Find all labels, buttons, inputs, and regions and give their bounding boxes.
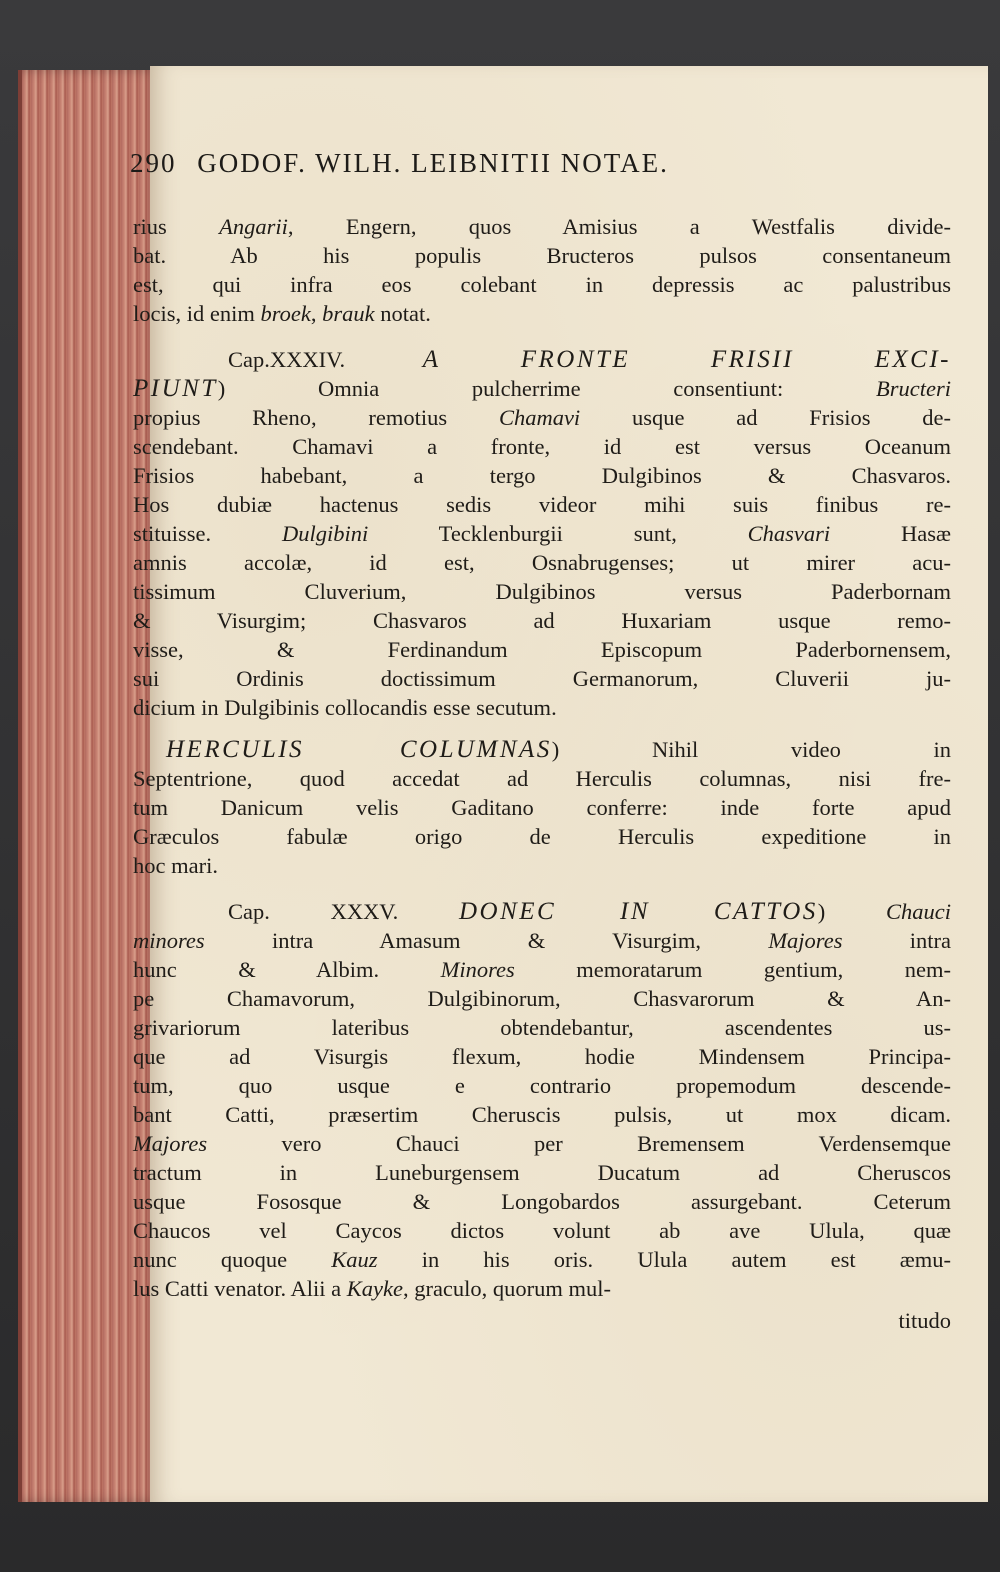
text-run: Chaucos vel Caycos dictos volunt ab ave Ulula, quæ [133,1218,951,1243]
text-run: nunc quoque [133,1247,332,1272]
text-line [133,1100,951,1129]
text-line [133,1013,951,1042]
text-line [133,822,951,851]
text-run: sui Ordinis doctissimum Germanorum, Cluverii ju- [133,666,951,691]
paragraph-3 [133,735,951,880]
text-line [133,1042,951,1071]
text-run: grivariorum lateribus obtendebantur, ascendentes us- [133,1015,951,1040]
text-run: intra [842,928,952,953]
text-run: rius [133,214,220,239]
text-run: Bructeri [876,376,951,401]
text-run: tum Danicum velis Gaditano conferre: inde forte apud [133,795,951,820]
text-line [133,548,951,577]
paragraph-2 [133,345,951,722]
text-line [133,299,951,328]
text-run: tum, quo usque e contrario propemodum descende- [133,1073,951,1098]
text-run: , Engern, quos Amisius a Westfalis divide- [287,214,951,239]
text-run: amnis accolæ, id est, Osnabrugenses; ut mirer acu- [133,550,951,575]
text-line [133,955,951,984]
text-line [133,403,951,432]
text-line [133,270,951,299]
text-line [133,664,951,693]
text-run: A FRONTE FRISII EXCI- [422,346,951,373]
text-run: Hos dubiæ hactenus sedis videor mihi suis finibus re- [133,492,951,517]
text-run: scendebant. Chamavi a fronte, id est versus Oceanum [133,434,951,459]
text-run: broek [260,301,311,326]
text-run: dicium in Dulgibinis collocandis esse secutum. [133,695,557,720]
text-run: , [310,301,323,326]
catchword [133,1306,951,1335]
text-run: HERCULIS COLUMNAS [166,736,552,763]
text-line [133,374,951,403]
text-run: Chauci [886,899,951,924]
text-run: stituisse. [133,521,282,546]
text-run: Frisios habebant, a tergo Dulgibinos & Chasvaros. [133,463,951,488]
text-run: Cap.XXXIV. [228,347,423,372]
text-line [133,635,951,664]
text-run: Minores [440,957,515,982]
text-line [133,926,951,955]
text-line [133,432,951,461]
text-run: hunc & Albim. [133,957,441,982]
text-run: usque Fososque & Longobardos assurgebant. Ceterum [133,1189,951,1214]
text-run: propius Rheno, remotius [133,405,499,430]
text-run: , graculo, quorum mul- [402,1276,612,1301]
text-run: intra Amasum & Visurgim, [204,928,769,953]
text-run: vero Chauci per Bremensem Verdensemque [207,1131,951,1156]
text-run: ) Nihil video in [551,737,951,762]
text-run: notat. [374,301,431,326]
text-line [133,1187,951,1216]
text-run: DONEC IN CATTOS [458,898,818,925]
text-line [133,764,951,793]
text-run: memoratarum gentium, nem- [514,957,951,982]
text-line [133,693,951,722]
text-line [133,1071,951,1100]
text-line [133,212,951,241]
page-number: 290 [130,148,177,178]
text-run: bat. Ab his populis Bructeros pulsos consentaneum [133,243,951,268]
text-run: in his oris. Ulula autem est æmu- [377,1247,951,1272]
text-line [133,519,951,548]
text-line [133,984,951,1013]
text-line [133,606,951,635]
text-line [133,1158,951,1187]
text-run: Dulgibini [281,521,369,546]
text-line [133,793,951,822]
paragraph-1 [133,212,951,328]
text-line [133,345,951,374]
text-line [133,897,951,926]
running-head-title: GODOF. WILH. LEIBNITII NOTAE. [197,148,669,178]
text-run: pe Chamavorum, Dulgibinorum, Chasvarorum & An- [133,986,951,1011]
text-run: hoc mari. [133,853,218,878]
text-run: ) [817,899,886,924]
text-line [133,461,951,490]
text-line [133,1216,951,1245]
text-run: locis, id enim [133,301,261,326]
text-run: Græculos fabulæ origo de Herculis expeditione in [133,824,951,849]
text-run: Kayke [346,1276,403,1301]
text-run: bant Catti, præsertim Cheruscis pulsis, ut mox dicam. [133,1102,951,1127]
text-run: Chamavi [498,405,581,430]
text-line [133,1129,951,1158]
running-head [130,148,950,179]
text-run: que ad Visurgis flexum, hodie Mindensem Principa- [133,1044,951,1069]
text-run: Majores [133,1131,208,1156]
text-line [133,1274,951,1303]
text-run: visse, & Ferdinandum Episcopum Paderbornensem, [133,637,951,662]
text-run: est, qui infra eos colebant in depressis ac palustribus [133,272,951,297]
paragraph-4 [133,897,951,1303]
text-line [133,577,951,606]
text-run: Chasvari [747,521,831,546]
text-run: minores [133,928,205,953]
text-line [133,1245,951,1274]
text-run: Hasæ [830,521,952,546]
text-line [133,490,951,519]
catchword-text: titudo [898,1308,951,1333]
text-run: Septentrione, quod accedat ad Herculis columnas, nisi fre- [133,766,951,791]
text-run: tissimum Cluverium, Dulgibinos versus Paderbornam [133,579,951,604]
text-run: Kauz [331,1247,378,1272]
text-line [133,735,951,764]
text-run: & Visurgim; Chasvaros ad Huxariam usque remo- [133,608,951,633]
text-run: usque ad Frisios de- [580,405,952,430]
text-run: brauk [322,301,375,326]
text-run: tractum in Luneburgensem Ducatum ad Cheruscos [133,1160,951,1185]
text-run: Tecklenburgii sunt, [368,521,748,546]
text-line [133,241,951,270]
text-run: Angarii [219,214,288,239]
text-run: Cap. XXXV. [228,899,459,924]
text-run: PIUNT [133,375,218,402]
text-line [133,851,951,880]
text-run: ) Omnia pulcherrime consentiunt: [217,376,877,401]
text-run: lus Catti venator. Alii a [133,1276,347,1301]
text-run: Majores [768,928,843,953]
